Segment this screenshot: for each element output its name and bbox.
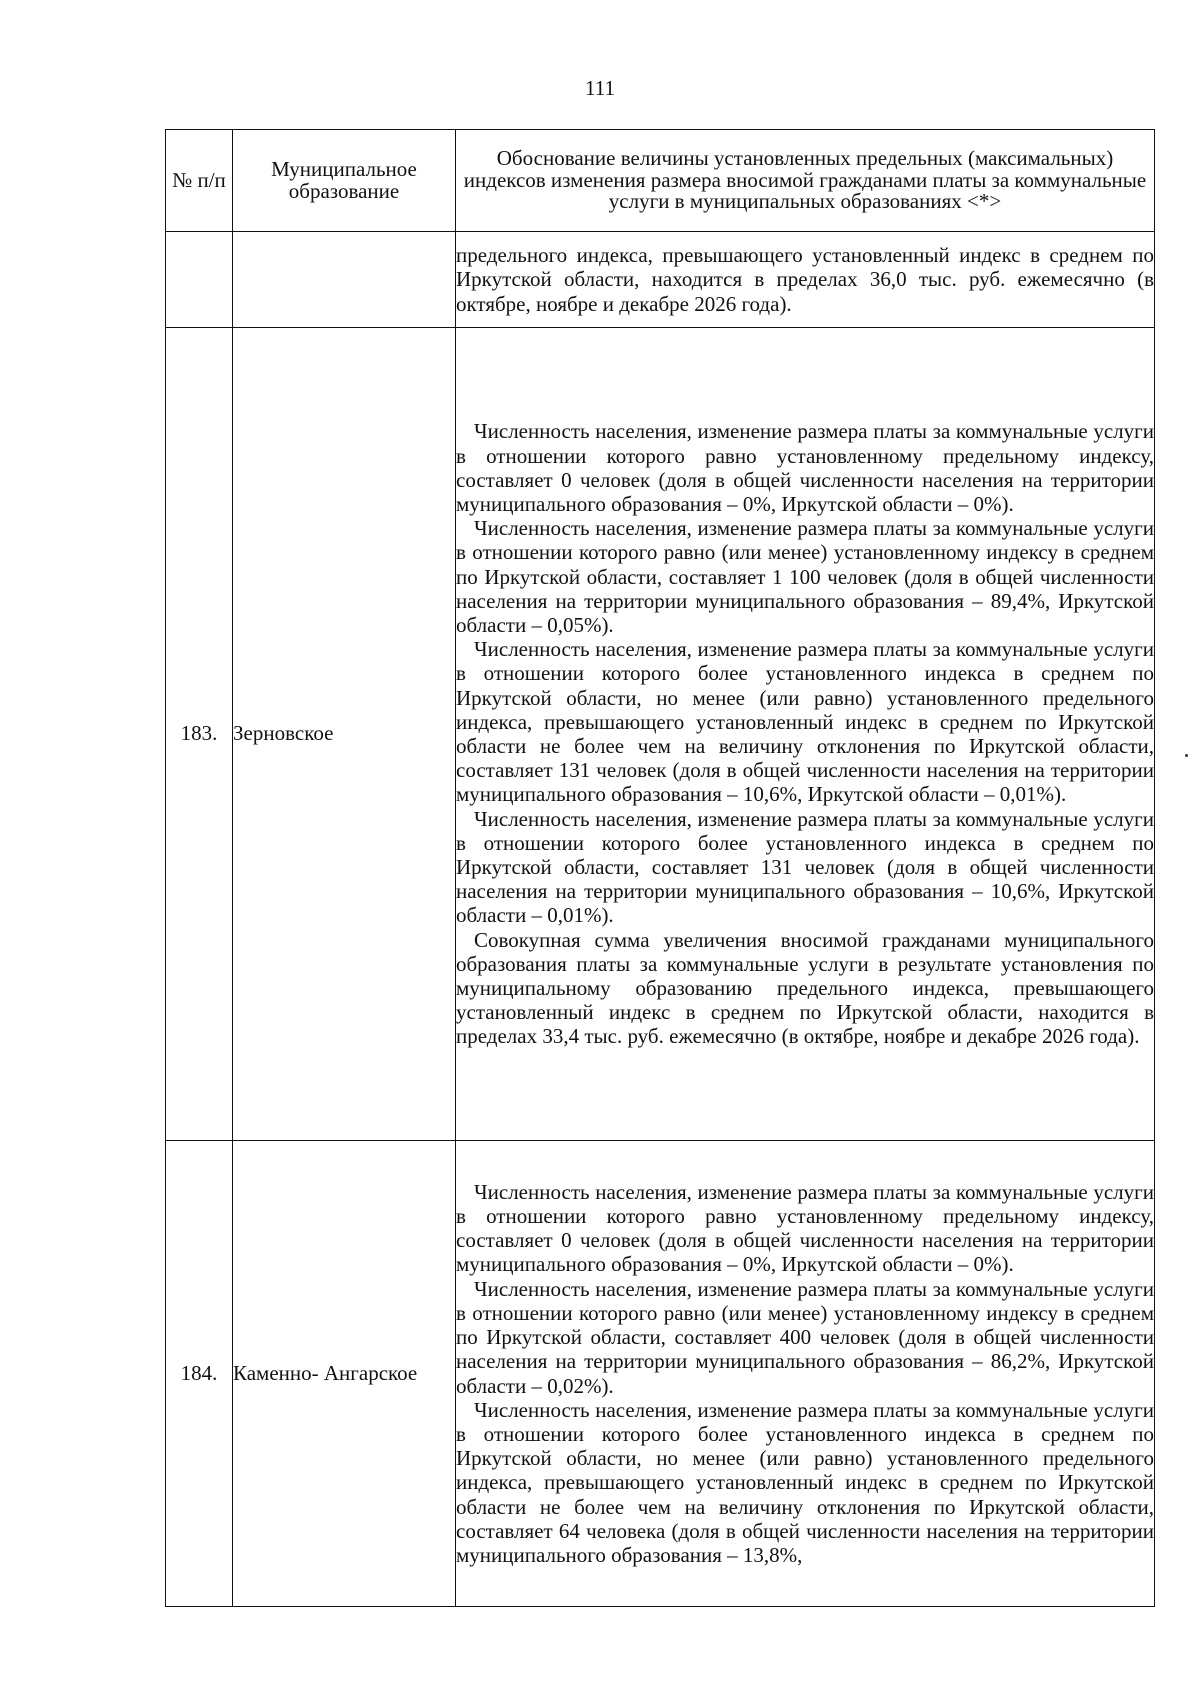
justification-paragraph: Численность населения, изменение размера платы за коммунальные услуги в отношении которого более установленного индекса в среднем по Иркутской области, составляет 131 человек (доля в общей численности населения на территории муниципального образования – 10,6%, Иркутской области – 0,01%). xyxy=(456,806,1154,928)
scan-speck xyxy=(1185,754,1188,757)
table-row xyxy=(166,328,1155,1141)
justification-paragraph: Численность населения, изменение размера платы за коммунальные услуги в отношении которого более установленного индекса в среднем по Иркутской области, но менее (или равно) установленного предельного индекса, превышающего установленный индекс в среднем по Иркутской области не более чем на величину отклонения по Иркутской области, составляет 131 человек (доля в общей численности населения на территории муниципального образования – 10,6%, Иркутской области – 0,01%). xyxy=(456,637,1154,807)
justification-paragraph: Численность населения, изменение размера платы за коммунальные услуги в отношении которого равно установленному предельному индексу, составляет 0 человек (доля в общей численности населения на территории муниципального образования – 0%, Иркутской области – 0%). xyxy=(456,419,1154,516)
municipal-index-table xyxy=(165,129,1155,1607)
row-number-empty xyxy=(166,232,233,328)
row-municipality: Каменно- Ангарское xyxy=(233,1141,456,1607)
row-municipality-empty xyxy=(233,232,456,328)
row-municipality: Зерновское xyxy=(233,328,456,1141)
header-municipality: Муниципальное образование xyxy=(233,130,456,232)
justification-paragraph: Численность населения, изменение размера платы за коммунальные услуги в отношении которого более установленного индекса в среднем по Иркутской области, но менее (или равно) установленного предельного индекса, превышающего установленный индекс в среднем по Иркутской области не более чем на величину отклонения по Иркутской области, составляет 64 человека (доля в общей численности населения на территории муниципального образования – 13,8%, xyxy=(456,1397,1154,1567)
justification-paragraph: Численность населения, изменение размера платы за коммунальные услуги в отношении которого равно (или менее) установленному индексу в среднем по Иркутской области, составляет 400 человек (доля в общей численности населения на территории муниципального образования – 86,2%, Иркутской области – 0,02%). xyxy=(456,1276,1154,1398)
justification-paragraph: предельного индекса, превышающего установленный индекс в среднем по Иркутской области, находится в пределах 36,0 тыс. руб. ежемесячно (в октябре, ноябре и декабре 2026 года). xyxy=(456,243,1154,316)
table-header-row xyxy=(166,130,1155,232)
table-row-continuation xyxy=(166,232,1155,328)
row-justification xyxy=(456,328,1155,1141)
row-justification xyxy=(456,1141,1155,1607)
justification-paragraph: Совокупная сумма увеличения вносимой гражданами муниципального образования платы за коммунальные услуги в результате установления по муниципальному образованию предельного индекса, превышающего установленный индекс в среднем по Иркутской области, находится в пределах 33,4 тыс. руб. ежемесячно (в октябре, ноябре и декабре 2026 года). xyxy=(456,927,1154,1049)
page-number: 111 xyxy=(585,76,615,100)
justification-paragraph: Численность населения, изменение размера платы за коммунальные услуги в отношении которого равно (или менее) установленному индексу в среднем по Иркутской области, составляет 1 100 человек (доля в общей численности населения на территории муниципального образования – 89,4%, Иркутской области – 0,05%). xyxy=(456,516,1154,637)
justification-paragraph: Численность населения, изменение размера платы за коммунальные услуги в отношении которого равно установленному предельному индексу, составляет 0 человек (доля в общей численности населения на территории муниципального образования – 0%, Иркутской области – 0%). xyxy=(456,1179,1154,1277)
row-justification xyxy=(456,232,1155,328)
header-justification: Обоснование величины установленных предельных (максимальных) индексов изменения размера вносимой гражданами платы за коммунальные услуги в муниципальных образованиях <*> xyxy=(456,130,1155,232)
table-row xyxy=(166,1141,1155,1607)
row-number: 184. xyxy=(166,1141,233,1607)
row-number: 183. xyxy=(166,328,233,1141)
header-number: № п/п xyxy=(166,130,233,232)
